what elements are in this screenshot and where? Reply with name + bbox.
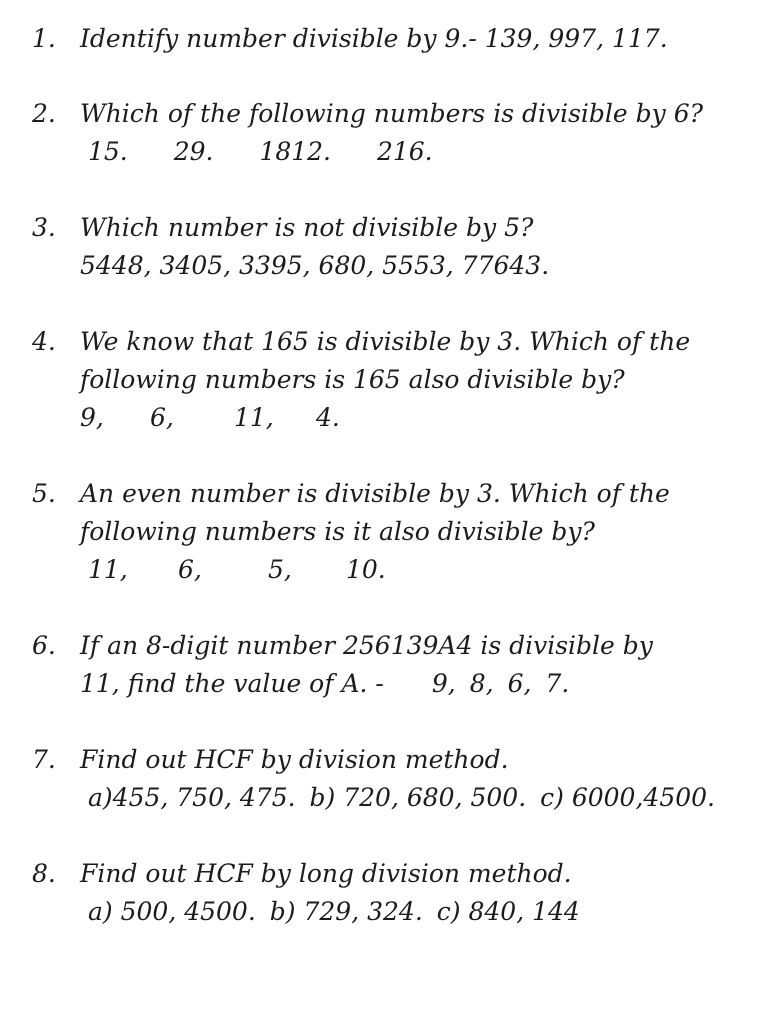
question-number: 6.	[32, 631, 56, 660]
question-body	[80, 627, 752, 703]
question-number: 2.	[32, 99, 56, 128]
part-a: a) 500, 4500.	[88, 897, 256, 926]
question-text: following numbers is it also divisible by?	[80, 517, 595, 546]
answer-options	[80, 399, 752, 437]
option-item: 216.	[376, 137, 433, 166]
question-number: 4.	[32, 327, 56, 356]
answer-options	[432, 669, 583, 698]
option-item: 11,	[88, 555, 128, 584]
question-text: Identify number divisible by 9.- 139, 997, 117.	[80, 24, 668, 53]
question-body	[80, 323, 752, 437]
part-a: a)455, 750, 475.	[88, 783, 296, 812]
sub-parts	[80, 893, 752, 931]
option-item: 9,	[80, 403, 104, 432]
answer-options	[80, 551, 752, 589]
option-item: 6,	[150, 403, 174, 432]
question-text: following numbers is 165 also divisible by?	[80, 365, 625, 394]
sub-parts	[80, 779, 752, 817]
option-item: 11,	[234, 403, 274, 432]
question-number: 1.	[32, 24, 56, 53]
option-item: 15.	[88, 137, 128, 166]
option-item: 9,	[431, 669, 456, 698]
part-b: b) 729, 324.	[269, 897, 423, 926]
question-text: Which of the following numbers is divisible by 6?	[80, 99, 704, 128]
option-item: 4.	[316, 403, 340, 432]
question-body	[80, 855, 752, 931]
question-text: 11, find the value of A. -	[80, 669, 384, 698]
question-body	[80, 209, 752, 285]
question-body	[80, 475, 752, 589]
question-text-with-options	[80, 665, 752, 703]
option-item: 6,	[178, 555, 202, 584]
question-text: Which number is not divisible by 5?	[80, 213, 534, 242]
question-number: 8.	[32, 859, 56, 888]
option-item: 7.	[545, 669, 570, 698]
question-number: 3.	[32, 213, 56, 242]
question-text: Find out HCF by long division method.	[80, 859, 572, 888]
option-item: 5,	[268, 555, 292, 584]
question-body	[80, 741, 752, 817]
option-item: 10.	[346, 555, 386, 584]
question-text: We know that 165 is divisible by 3. Which of the	[80, 327, 691, 356]
question-body	[80, 95, 752, 171]
question-text: An even number is divisible by 3. Which of the	[80, 479, 670, 508]
option-item: 6,	[507, 669, 532, 698]
question-text: Find out HCF by division method.	[80, 745, 509, 774]
option-item: 29.	[173, 137, 214, 166]
question-number-list: 5448, 3405, 3395, 680, 5553, 77643.	[80, 251, 550, 280]
part-b: b) 720, 680, 500.	[309, 783, 527, 812]
answer-options	[80, 133, 752, 171]
option-item: 8,	[469, 669, 494, 698]
question-text: If an 8-digit number 256139A4 is divisible by	[80, 631, 653, 660]
option-item: 1812.	[259, 137, 332, 166]
question-body	[80, 20, 752, 58]
part-c: c) 6000,4500.	[540, 783, 715, 812]
question-number: 5.	[32, 479, 56, 508]
part-c: c) 840, 144	[436, 897, 580, 926]
question-number: 7.	[32, 745, 56, 774]
